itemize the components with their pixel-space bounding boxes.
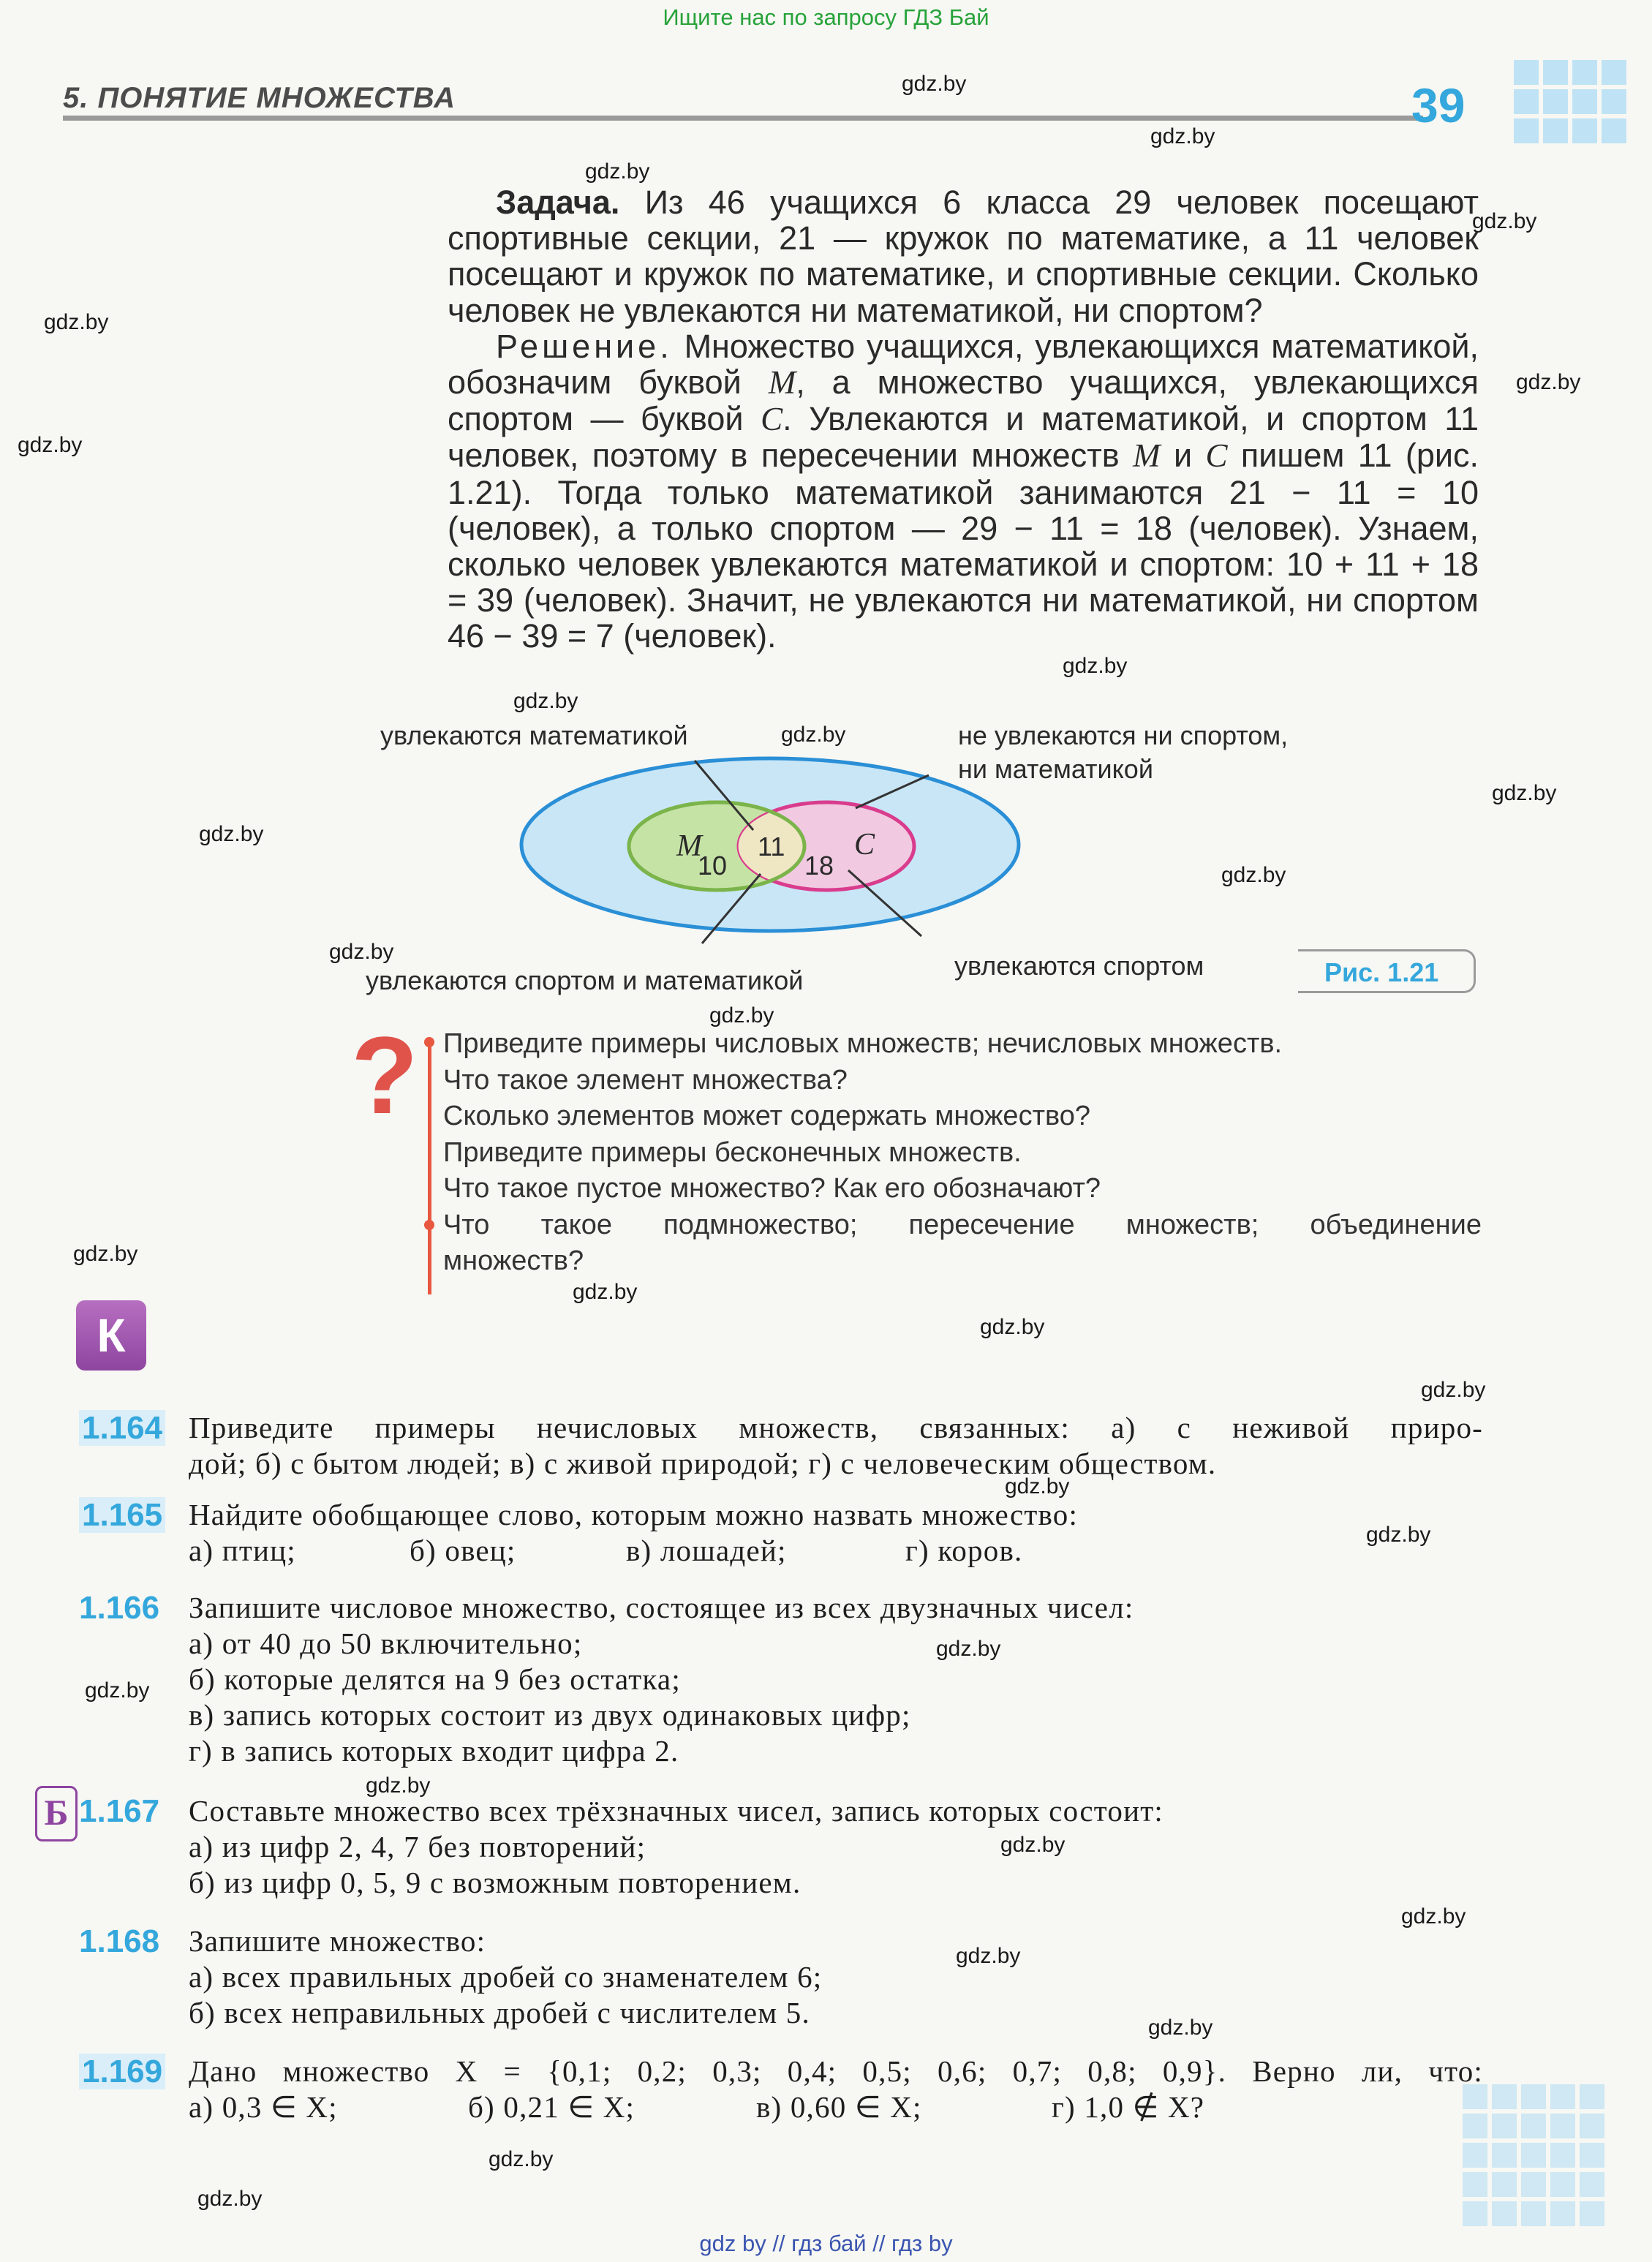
- question-item: Что такое пустое множество? Как его обозначают?: [443, 1173, 1101, 1204]
- section-title: 5. ПОНЯТИЕ МНОЖЕСТВА: [63, 82, 456, 114]
- watermark: gdz.by: [73, 1242, 138, 1266]
- watermark: gdz.by: [585, 159, 650, 184]
- watermark: gdz.by: [1150, 124, 1215, 148]
- task-label: Задача.: [496, 184, 620, 221]
- watermark: gdz.by: [936, 1637, 1001, 1661]
- question-item: Что такое подмножество; пересечение множеств; объединение: [443, 1209, 1482, 1240]
- exercise-1167: 1.167 Составьте множество всех трёхзначных чисел, запись которых состоит: а) из цифр 2, 4, 7 без повторений; б) из цифр 0, 5, 9 с возможным повторением.: [79, 1793, 1163, 1899]
- k-badge-icon: К: [76, 1300, 146, 1371]
- exercise-number: 1.168: [79, 1923, 160, 1959]
- question-dot: [424, 1220, 434, 1230]
- header-rule: [63, 116, 1423, 121]
- solution-label: Решение.: [496, 327, 673, 365]
- task-block: [448, 184, 1479, 655]
- watermark: gdz.by: [573, 1280, 638, 1304]
- watermark: gdz.by: [197, 2187, 263, 2211]
- question-bar-2: [428, 1229, 431, 1294]
- label-sport: увлекаются спортом: [954, 951, 1204, 981]
- watermark: gdz.by: [1472, 209, 1537, 233]
- watermark: gdz.by: [980, 1315, 1045, 1339]
- top-banner: Ищите нас по запросу ГДЗ Бай: [663, 4, 989, 30]
- label-both: увлекаются спортом и математикой: [366, 965, 804, 995]
- exercise-1168: 1.168 Запишите множество: а) всех правильных дробей со знаменателем 6; б) всех неправильных дробей с числителем 5.: [79, 1923, 823, 2029]
- watermark: gdz.by: [85, 1678, 150, 1703]
- question-mark-icon: ?: [351, 1014, 418, 1136]
- exercise-number: 1.167: [79, 1793, 160, 1829]
- decor-grid-top: [1514, 60, 1626, 143]
- watermark: gdz.by: [1421, 1378, 1486, 1402]
- exercise-number: 1.164: [79, 1410, 165, 1446]
- exercise-1169: 1.169 Дано множество X = {0,1; 0,2; 0,3; 0,4; 0,5; 0,6; 0,7; 0,8; 0,9}. Верно ли, что: а) 0,3 ∈ X; б) 0,21 ∈ X; в) 0,60 ∈ X; г) 1,0 ∉ X?: [79, 2054, 1483, 2125]
- task-statement: Задача. Из 46 учащихся 6 класса 29 человек посещают спортивные секции, 21 — кружок по математике, а 11 человек посещают и кружок по математике, и спортивные секции. Сколько человек не увлекаются ни математикой, ни спортом?: [448, 184, 1479, 329]
- value-m: 10: [698, 851, 728, 881]
- question-item: Сколько элементов может содержать множество?: [443, 1101, 1091, 1131]
- question-item: Приведите примеры бесконечных множеств.: [443, 1136, 1022, 1168]
- watermark: gdz.by: [709, 1003, 774, 1028]
- watermark: gdz.by: [489, 2147, 554, 2171]
- watermark: gdz.by: [1516, 370, 1581, 394]
- set-c-letter: C: [854, 828, 875, 862]
- watermark: gdz.by: [1401, 1904, 1466, 1929]
- watermark: gdz.by: [44, 310, 109, 334]
- watermark: gdz.by: [329, 940, 394, 964]
- watermark: gdz.by: [18, 433, 83, 457]
- exercise-number: 1.166: [79, 1590, 160, 1626]
- watermark: gdz.by: [1000, 1833, 1065, 1857]
- question-item: Приведите примеры числовых множеств; нечисловых множеств.: [443, 1028, 1283, 1059]
- watermark: gdz.by: [199, 822, 264, 846]
- value-both: 11: [758, 832, 785, 862]
- question-bar: [428, 1042, 431, 1225]
- bottom-banner: gdz by // гдз бай // гдз by: [699, 2231, 953, 2256]
- b-badge-icon: Б: [35, 1786, 78, 1841]
- exercise-1166: 1.166 Запишите числовое множество, состоящее из всех двузначных чисел: а) от 40 до 50 включительно; б) которые делятся на 9 без остатка; в) запись которых состоит из двух одинаковых цифр; г) в запись которых входит цифра 2.: [79, 1590, 1134, 1768]
- watermark: gdz.by: [1221, 863, 1286, 887]
- label-none-2: ни математикой: [958, 754, 1153, 784]
- page-number: 39: [1411, 78, 1466, 132]
- watermark: gdz.by: [1492, 781, 1557, 805]
- watermark: gdz.by: [902, 72, 967, 96]
- exercise-number: 1.165: [79, 1497, 165, 1533]
- watermark: gdz.by: [366, 1773, 431, 1798]
- label-math: увлекаются математикой: [380, 720, 688, 750]
- question-item: Что такое элемент множества?: [443, 1064, 848, 1096]
- figure-caption: Рис. 1.21: [1298, 949, 1476, 993]
- watermark: gdz.by: [1148, 2016, 1213, 2040]
- watermark: gdz.by: [513, 689, 578, 713]
- watermark: gdz.by: [956, 1944, 1021, 1968]
- review-questions: [443, 1026, 1482, 1280]
- set-m-letter: M: [676, 829, 702, 863]
- exercise-1164: 1.164 Приведите примеры нечисловых множеств, связанных: а) с неживой приро- дой; б) с бытом людей; в) с живой природой; г) с человеческим обществом.: [79, 1410, 1483, 1482]
- watermark: gdz.by: [1366, 1523, 1431, 1547]
- value-c: 18: [804, 851, 834, 881]
- label-none: не увлекаются ни спортом,: [958, 720, 1289, 750]
- watermark: gdz.by: [1063, 654, 1128, 678]
- task-solution: Решение. Множество учащихся, увлекающихся математикой, обозначим буквой M, а множество учащихся, увлекающихся спортом — буквой C. Увлекаются и математикой, и спортом 11 человек, поэтому в пересечении множеств M и C пишем 11 (рис. 1.21). Тогда только математикой занимаются 21 − 11 = 10 (человек), а только спортом — 29 − 11 = 18 (человек). Узнаем, сколько человек увлекаются математикой и спортом: 10 + 11 + 18 = 39 (человек). Значит, не увлекаются ни математикой, ни спортом 46 − 39 = 7 (человек).: [448, 327, 1479, 655]
- decor-grid-bottom: [1463, 2084, 1604, 2226]
- question-item: множеств?: [443, 1245, 584, 1276]
- watermark: gdz.by: [781, 723, 846, 747]
- watermark: gdz.by: [1005, 1474, 1070, 1498]
- exercise-1165: 1.165 Найдите обобщающее слово, которым можно назвать множество: а) птиц; б) овец; в) лошадей; г) коров.: [79, 1497, 1483, 1569]
- question-dot: [424, 1037, 434, 1047]
- exercise-number: 1.169: [79, 2054, 165, 2089]
